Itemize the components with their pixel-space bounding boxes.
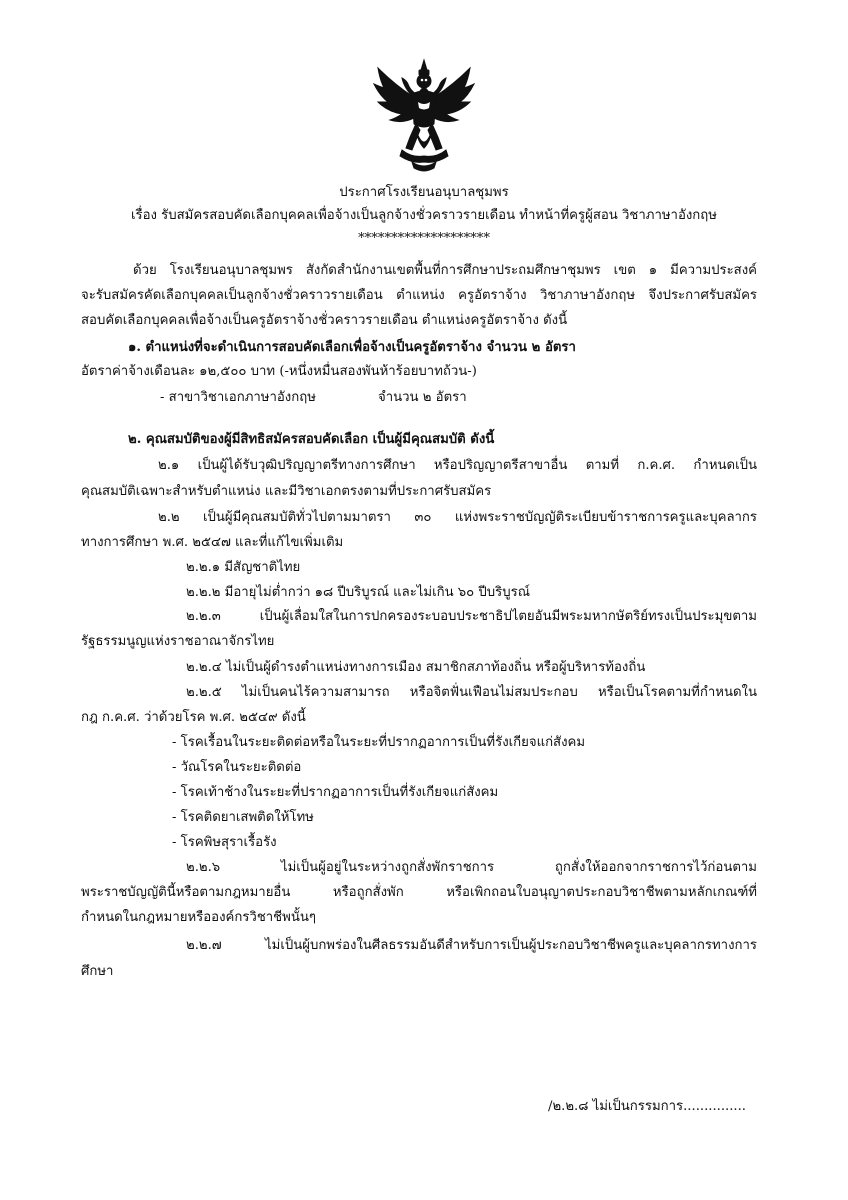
disease-list-item: - โรคพิษสุราเรื้อรัง <box>172 835 277 850</box>
item-2-2-6-line-2: พระราชบัญญัตินี้หรือตามกฎหมายอื่น หรือถูกสั่งพัก หรือเพิกถอนใบอนุญาตประกอบวิชาชีพตามหลักเกณฑ์ที่ <box>81 885 757 900</box>
continuation-note: /๒.๒.๘ ไม่เป็นกรรมการ............... <box>548 1099 746 1114</box>
item-2-2-3-line-2: รัฐธรรมนูญแห่งราชอาณาจักรไทย <box>81 634 275 649</box>
major-count: จำนวน ๒ อัตรา <box>378 390 467 405</box>
item-2-2-3-line-1: ๒.๒.๓ เป็นผู้เลื่อมใสในการปกครองระบอบประชาธิปไตยอันมีพระมหากษัตริย์ทรงเป็นประมุขตาม <box>186 609 757 624</box>
intro-line-1: ด้วย โรงเรียนอนุบาลชุมพร สังกัดสำนักงานเขตพื้นที่การศึกษาประถมศึกษาชุมพร เขต ๑ มีความประสงค์ <box>133 263 757 278</box>
section-1-heading: ๑. ตำแหน่งที่จะดำเนินการสอบคัดเลือกเพื่อจ้างเป็นครูอัตราจ้าง จำนวน ๒ อัตรา <box>128 340 576 355</box>
disease-list-item: - วัณโรคในระยะติดต่อ <box>172 760 302 775</box>
intro-line-2: จะรับสมัครคัดเลือกบุคคลเป็นลูกจ้างชั่วคราวรายเดือน ตำแหน่ง ครูอัตราจ้าง วิชาภาษาอังกฤษ จึงประกาศรับสมัคร <box>81 288 757 303</box>
item-2-2-2: ๒.๒.๒ มีอายุไม่ต่ำกว่า ๑๘ ปีบริบูรณ์ และไม่เกิน ๖๐ ปีบริบูรณ์ <box>186 585 530 600</box>
item-2-2-6-line-3: กำหนดในกฎหมายหรือองค์กรวิชาชีพนั้นๆ <box>81 910 316 925</box>
item-2-2-1: ๒.๒.๑ มีสัญชาติไทย <box>186 560 301 575</box>
announcement-title: ประกาศโรงเรียนอนุบาลชุมพร <box>339 185 509 200</box>
item-2-2-7-line-2: ศึกษา <box>81 964 114 979</box>
item-2-2-line-1: ๒.๒ เป็นผู้มีคุณสมบัติทั่วไปตามมาตรา ๓๐ แห่งพระราชบัญญัติระเบียบข้าราชการครูและบุคลากร <box>158 510 757 525</box>
announcement-subject: เรื่อง รับสมัครสอบคัดเลือกบุคคลเพื่อจ้างเป็นลูกจ้างชั่วคราวรายเดือน ทำหน้าที่ครูผู้สอน วิชาภาษาอังกฤษ <box>131 208 717 223</box>
item-2-2-line-2: ทางการศึกษา พ.ศ. ๒๕๔๗ และที่แก้ไขเพิ่มเติม <box>81 535 344 550</box>
section-2-heading: ๒. คุณสมบัติของผู้มีสิทธิสมัครสอบคัดเลือก เป็นผู้มีคุณสมบัติ ดังนี้ <box>128 432 495 447</box>
item-2-2-7-line-1: ๒.๒.๗ ไม่เป็นผู้บกพร่องในศีลธรรมอันดีสำหรับการเป็นผู้ประกอบวิชาชีพครูและบุคลากรทางการ <box>186 938 757 953</box>
item-2-2-5-line-2: กฎ ก.ค.ศ. ว่าด้วยโรค พ.ศ. ๒๕๔๙ ดังนี้ <box>81 710 306 725</box>
disease-list-item: - โรคเรื้อนในระยะติดต่อหรือในระยะที่ปรากฏอาการเป็นที่รังเกียจแก่สังคม <box>172 735 586 750</box>
item-2-2-4: ๒.๒.๔ ไม่เป็นผู้ดำรงตำแหน่งทางการเมือง สมาชิกสภาท้องถิ่น หรือผู้บริหารท้องถิ่น <box>186 660 646 675</box>
title-separator: ******************** <box>358 231 490 246</box>
major-field: - สาขาวิชาเอกภาษาอังกฤษ <box>160 390 316 405</box>
salary-rate: อัตราค่าจ้างเดือนละ ๑๒,๕๐๐ บาท (-หนึ่งหมื่นสองพันห้าร้อยบาทถ้วน-) <box>81 364 477 379</box>
item-2-2-6-line-1: ๒.๒.๖ ไม่เป็นผู้อยู่ในระหว่างถูกสั่งพักราชการ ถูกสั่งให้ออกจากราชการไว้ก่อนตาม <box>186 860 757 875</box>
disease-list-item: - โรคติดยาเสพติดให้โทษ <box>172 810 314 825</box>
item-2-1-line-1: ๒.๑ เป็นผู้ได้รับวุฒิปริญญาตรีทางการศึกษา หรือปริญญาตรีสาขาอื่น ตามที่ ก.ค.ศ. กำหนดเป็น <box>158 458 757 473</box>
item-2-2-5-line-1: ๒.๒.๕ ไม่เป็นคนไร้ความสามารถ หรือจิตฟั่นเฟือนไม่สมประกอบ หรือเป็นโรคตามที่กำหนดใน <box>186 685 757 700</box>
intro-line-3: สอบคัดเลือกบุคคลเพื่อจ้างเป็นครูอัตราจ้างชั่วคราวรายเดือน ตำแหน่งครูอัตราจ้าง ดังนี้ <box>81 313 568 328</box>
garuda-emblem-icon <box>372 58 476 176</box>
disease-list-item: - โรคเท้าช้างในระยะที่ปรากฏอาการเป็นที่รังเกียจแก่สังคม <box>172 785 499 800</box>
item-2-1-line-2: คุณสมบัติเฉพาะสำหรับตำแหน่ง และมีวิชาเอกตรงตามที่ประกาศรับสมัคร <box>81 484 492 499</box>
